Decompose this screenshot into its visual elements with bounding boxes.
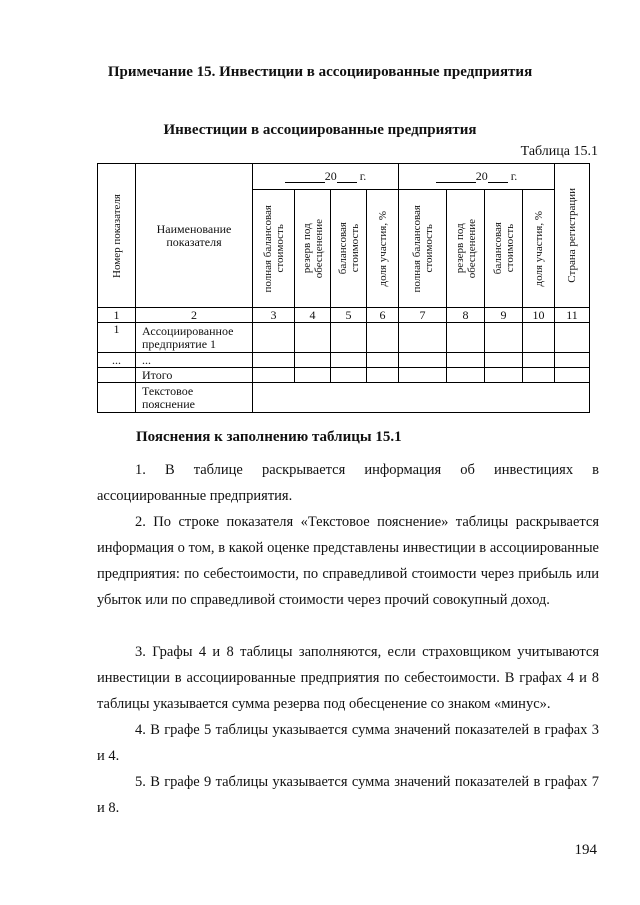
header-reserve-2: резерв под обесценение: [447, 190, 485, 308]
table-row: 1 Ассоциированное предприятие 1: [98, 323, 590, 353]
header-balance-2: балансовая стоимость: [485, 190, 523, 308]
paragraph-5: 5. В графе 9 таблицы указывается сумма значений показателей в графах 7 и 8.: [97, 774, 599, 816]
header-full-value-1: полная балансовая стоимость: [253, 190, 295, 308]
header-period-2: 20 г.: [399, 164, 555, 190]
page-number: 194: [574, 842, 597, 858]
paragraph-4: 4. В графе 5 таблицы указывается сумма значений показателей в графах 3 и 4.: [97, 722, 599, 764]
header-full-value-2: полная балансовая стоимость: [399, 190, 447, 308]
header-share-1: доля участия, %: [367, 190, 399, 308]
header-col-number: Номер показателя: [98, 164, 136, 308]
paragraph-2: 2. По строке показателя «Текстовое пояснение» таблицы раскрывается информация о том, в какой оценке представлены инвестиции в ассоциированные предприятия: по себестоимости, по справедливой стоимости через прибыль или убыток или по справедливой стоимости через прочий совокупный доход.: [97, 514, 599, 608]
header-balance-1: балансовая стоимость: [331, 190, 367, 308]
table-row: ... ...: [98, 353, 590, 368]
note-title: Примечание 15. Инвестиции в ассоциированные предприятия: [107, 64, 533, 80]
header-reserve-1: резерв под обесценение: [295, 190, 331, 308]
table-title: Инвестиции в ассоциированные предприятия: [163, 122, 477, 138]
table-row: Итого: [98, 368, 590, 383]
header-period-1: 20 г.: [253, 164, 399, 190]
header-col-country: Страна регистрации: [555, 164, 590, 308]
header-col-name: Наименование показателя: [136, 164, 253, 308]
header-share-2: доля участия, %: [523, 190, 555, 308]
paragraph-1: 1. В таблице раскрывается информация об инвестициях в ассоциированные предприятия.: [97, 462, 599, 504]
section-heading: Пояснения к заполнению таблицы 15.1: [136, 429, 402, 445]
column-numbers-row: 1 2 3 4 5 6 7 8 9 10 11: [98, 308, 590, 323]
table-row: Текстовое пояснение: [98, 383, 590, 413]
table-label: Таблица 15.1: [520, 144, 598, 159]
investments-table: [97, 163, 590, 413]
paragraph-3: 3. Графы 4 и 8 таблицы заполняются, если страховщиком учитываются инвестиции в ассоциированные предприятия по себестоимости. В графах 4 и 8 таблицы указывается сумма резерва под обесценение со знаком «минус».: [97, 644, 599, 712]
